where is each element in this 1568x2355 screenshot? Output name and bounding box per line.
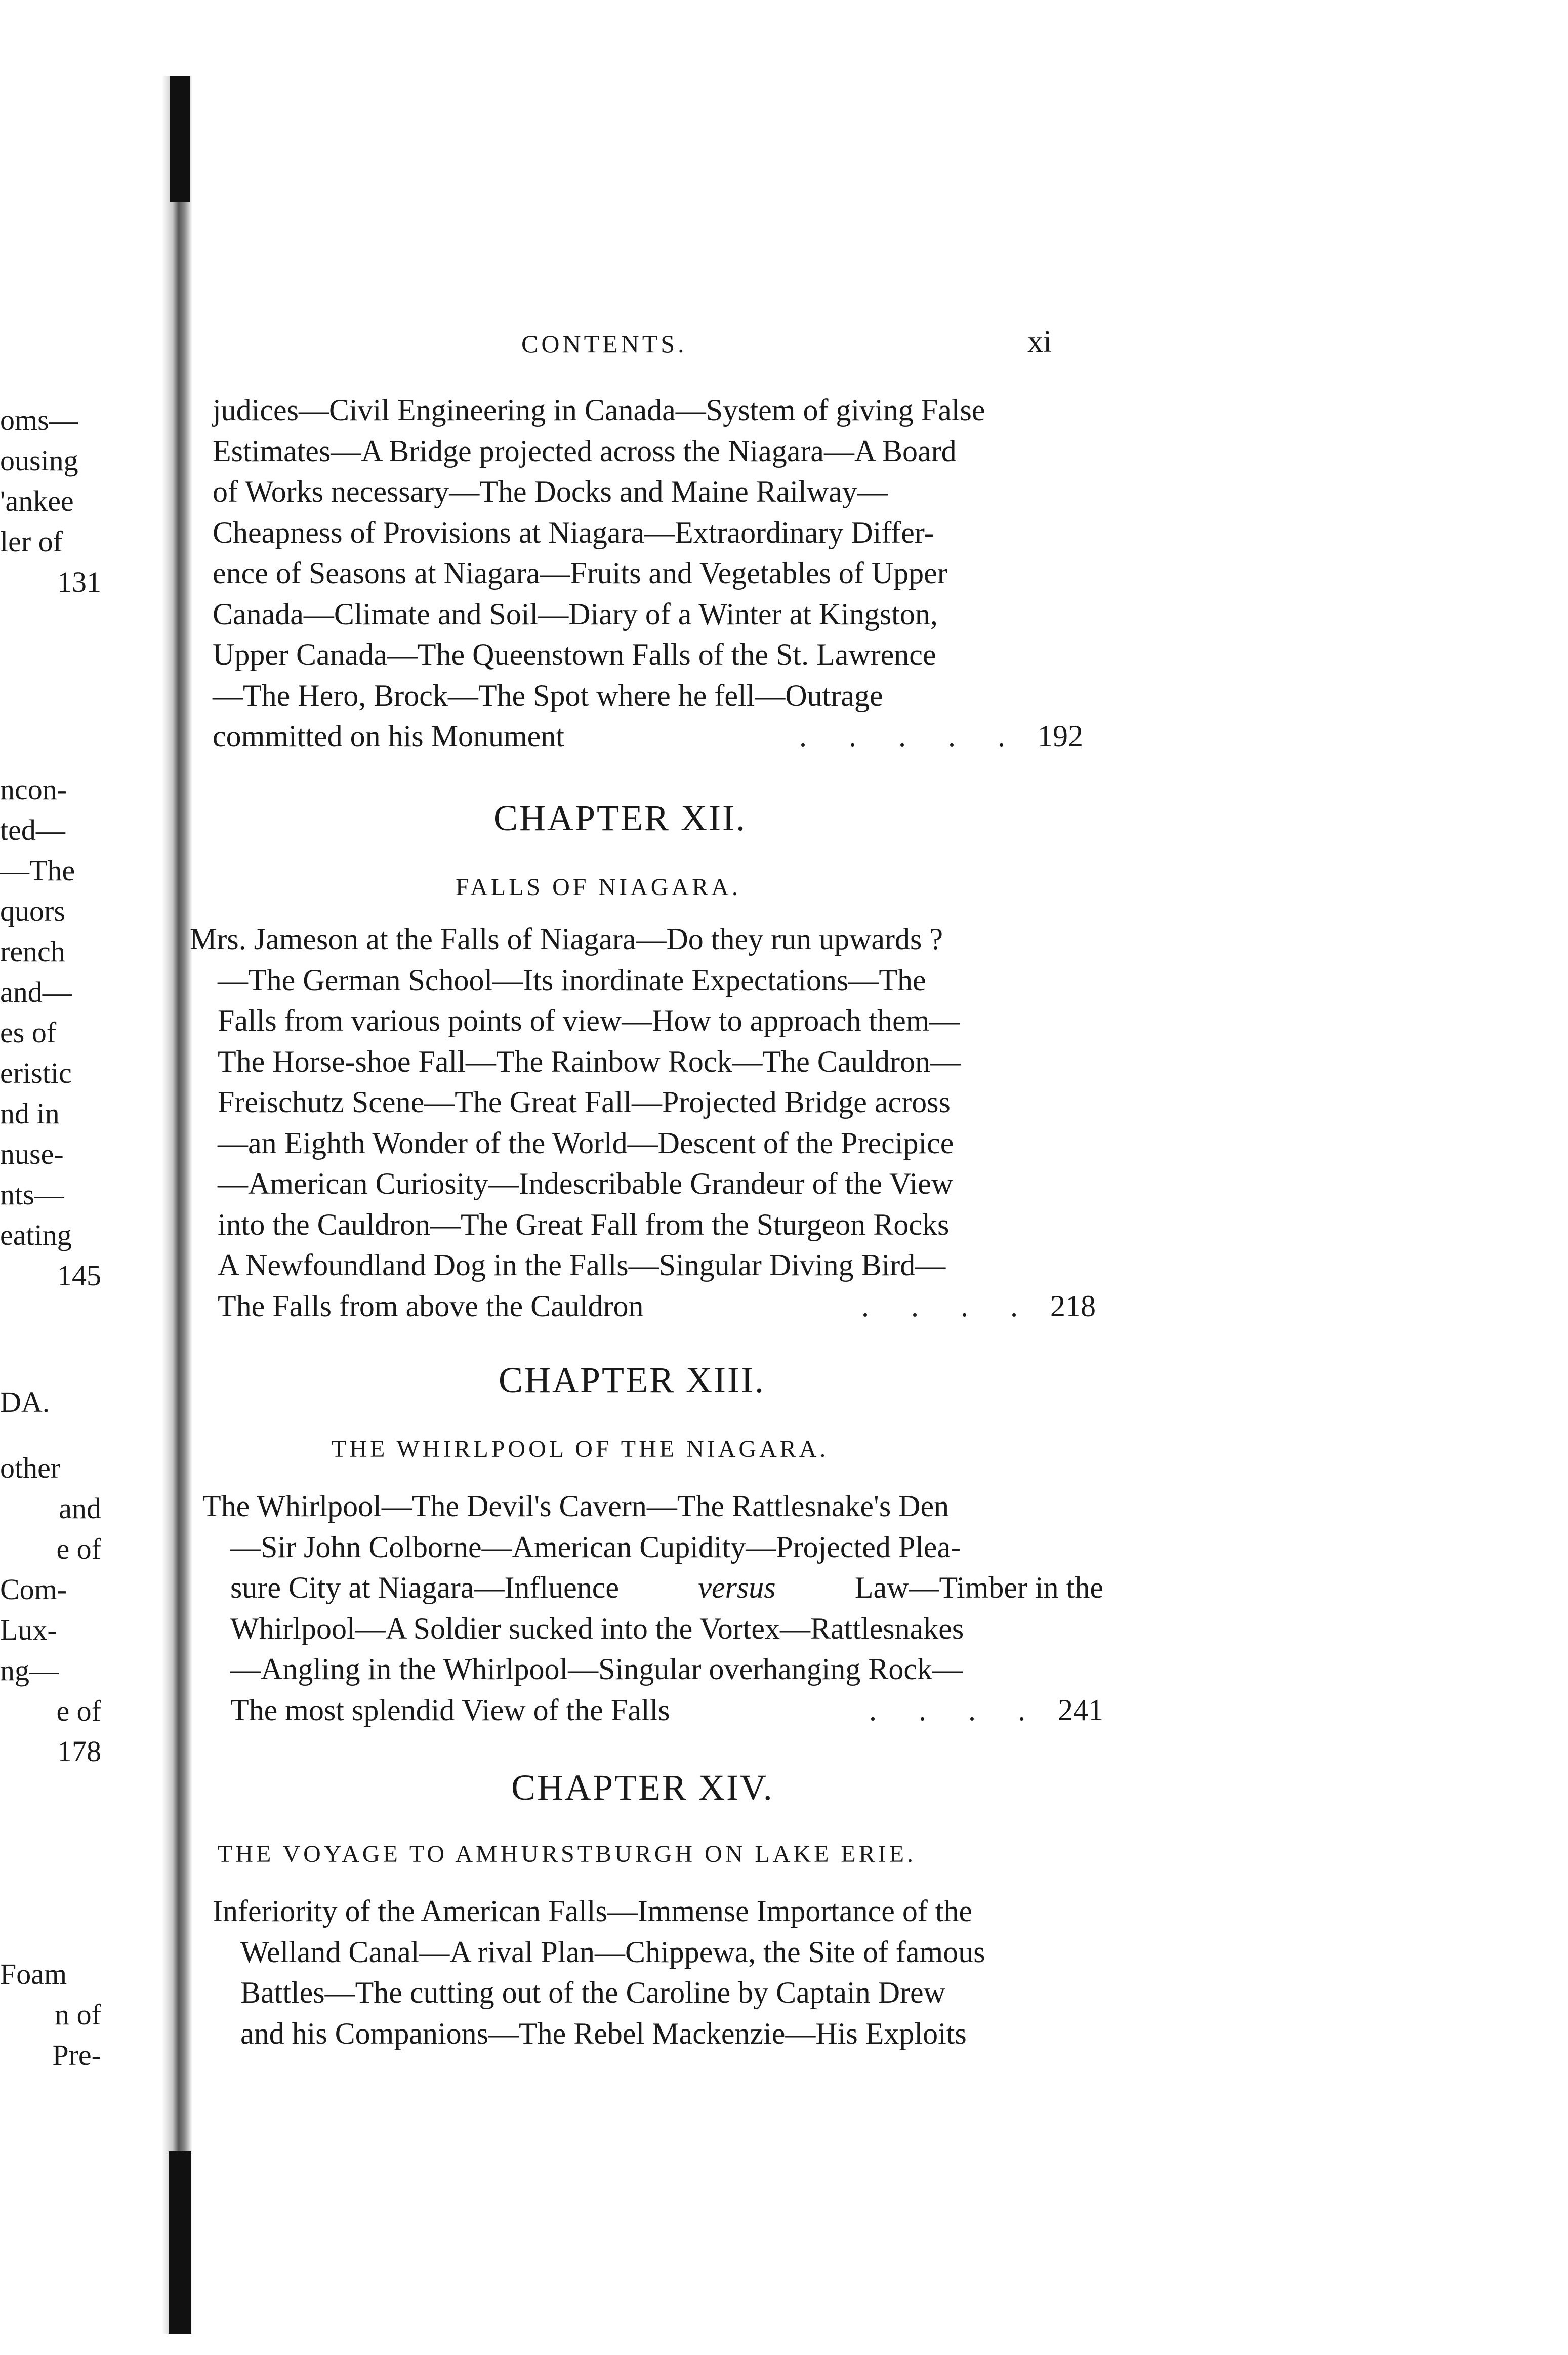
facing-page-fragment: 'ankee [0,484,74,517]
facing-page-fragment: nd in [0,1097,60,1130]
facing-page-fragment: DA. [0,1386,50,1418]
entry-page-ref: 192 [1038,719,1083,753]
chapter-subhead: FALLS OF NIAGARA. [456,874,741,901]
chapter-xii-entry [190,919,1096,1326]
continued-entry [213,390,1083,757]
chapter-heading: CHAPTER XII. [493,798,747,838]
entry-line: Upper Canada—The Queenstown Falls of the St. Lawrence [213,638,936,671]
entry-line: Cheapness of Provisions at Niagara—Extraordinary Differ- [213,515,934,549]
entry-line: of Works necessary—The Docks and Maine Railway— [213,475,888,508]
entry-line: sure City at Niagara—Influence versus Law—Timber in the [230,1571,1103,1604]
facing-page-fragment: quors [0,895,65,927]
dot-leader: . . . . . [799,719,1022,753]
dot-leader: . . . . [861,1289,1035,1323]
facing-page-fragment: ng— [0,1654,59,1687]
facing-page-fragment: and— [0,976,72,1008]
facing-page-fragment: nuse- [0,1138,64,1170]
entry-last-line [213,716,1083,757]
gutter-dark-top [170,76,190,202]
entry-last-text: committed on his Monument [213,719,564,753]
facing-page-fragment: eating [0,1219,72,1251]
entry-line: Battles—The cutting out of the Caroline by Captain Drew [240,1976,946,2009]
entry-page-ref: 218 [1050,1289,1096,1323]
chapter-heading: CHAPTER XIV. [511,1767,774,1808]
entry-line: ence of Seasons at Niagara—Fruits and Vegetables of Upper [213,556,947,590]
facing-page-fragment: rench [0,935,65,968]
facing-page-fragment: 178 [57,1735,101,1768]
entry-line: Welland Canal—A rival Plan—Chippewa, the Site of famous [240,1935,985,1969]
entry-line [202,1527,1103,1568]
facing-page-fragment: n of [55,1998,101,2031]
entry-last-line [202,1690,1103,1731]
facing-page-fragment: ted— [0,814,65,846]
chapter-xiii-entry [202,1486,1103,1730]
entry-page-ref: 241 [1058,1693,1103,1727]
chapter-heading: CHAPTER XIII. [499,1360,765,1400]
entry-line-text: —Sir John Colborne—American Cupidity—Projected Plea- [230,1530,961,1564]
entry-line: —American Curiosity—Indescribable Grandeur of the View [218,1167,954,1200]
chapter-xiv-entry [213,1891,1119,2054]
facing-page-fragment: ncon- [0,773,67,806]
gutter-shadow [162,76,192,2334]
entry-line: The Whirlpool—The Devil's Cavern—The Rattlesnake's Den [202,1489,950,1523]
entry-last-text: The Falls from above the Cauldron [218,1289,644,1323]
facing-page-fragment: Com- [0,1573,67,1606]
chapter-subhead: THE VOYAGE TO AMHURSTBURGH ON LAKE ERIE. [218,1841,917,1867]
facing-page-fragment: and [59,1492,101,1525]
facing-page-fragment: other [0,1451,61,1484]
facing-page-fragment: e of [56,1532,101,1565]
entry-line: —Angling in the Whirlpool—Singular overhanging Rock— [230,1652,963,1686]
chapter-subhead: THE WHIRLPOOL OF THE NIAGARA. [332,1436,829,1463]
entry-line: Freischutz Scene—The Great Fall—Projected Bridge across [218,1085,951,1119]
entry-line: Canada—Climate and Soil—Diary of a Winter at Kingston, [213,597,938,631]
entry-line: The Horse-shoe Fall—The Rainbow Rock—The Cauldron— [218,1044,961,1078]
entry-line: Falls from various points of view—How to approach them— [218,1004,960,1037]
facing-page-fragment: es of [0,1016,57,1049]
page-number: xi [1027,324,1052,359]
entry-last-text: The most splendid View of the Falls [230,1693,670,1727]
facing-page-fragment: e of [56,1694,101,1727]
entry-line: into the Cauldron—The Great Fall from the Sturgeon Rocks [218,1207,950,1241]
entry-line: —The Hero, Brock—The Spot where he fell—Outrage [213,678,883,712]
dot-leader: . . . . [869,1693,1043,1727]
running-head: CONTENTS. [521,330,687,358]
facing-page-fragment: oms— [0,403,78,436]
entry-line: —an Eighth Wonder of the World—Descent of the Precipice [218,1126,954,1160]
entry-line: Estimates—A Bridge projected across the Niagara—A Board [213,434,957,468]
facing-page-fragment: 145 [57,1259,101,1292]
entry-line: Mrs. Jameson at the Falls of Niagara—Do they run upwards ? [190,922,943,956]
facing-page-fragment: Pre- [52,2039,101,2072]
entry-line: Whirlpool—A Soldier sucked into the Vortex—Rattlesnakes [230,1611,964,1645]
facing-page-fragment: —The [0,854,75,887]
facing-page-fragment: ler of [0,525,63,558]
entry-line: A Newfoundland Dog in the Falls—Singular Diving Bird— [218,1248,946,1282]
entry-line: and his Companions—The Rebel Mackenzie—His Exploits [240,2016,967,2050]
entry-line: Inferiority of the American Falls—Immense Importance of the [213,1894,973,1928]
entry-line: judices—Civil Engineering in Canada—System of giving False [213,393,985,427]
facing-page-fragment: 131 [57,565,101,598]
gutter-dark-bottom [169,2151,191,2334]
facing-page-fragment: ousing [0,444,78,477]
facing-page-fragment: nts— [0,1178,64,1211]
entry-line: —The German School—Its inordinate Expectations—The [218,963,926,997]
facing-page-fragment: Lux- [0,1613,57,1646]
facing-page-fragment: Foam [0,1958,67,1991]
entry-last-line [190,1286,1096,1327]
facing-page-fragment: eristic [0,1057,72,1089]
